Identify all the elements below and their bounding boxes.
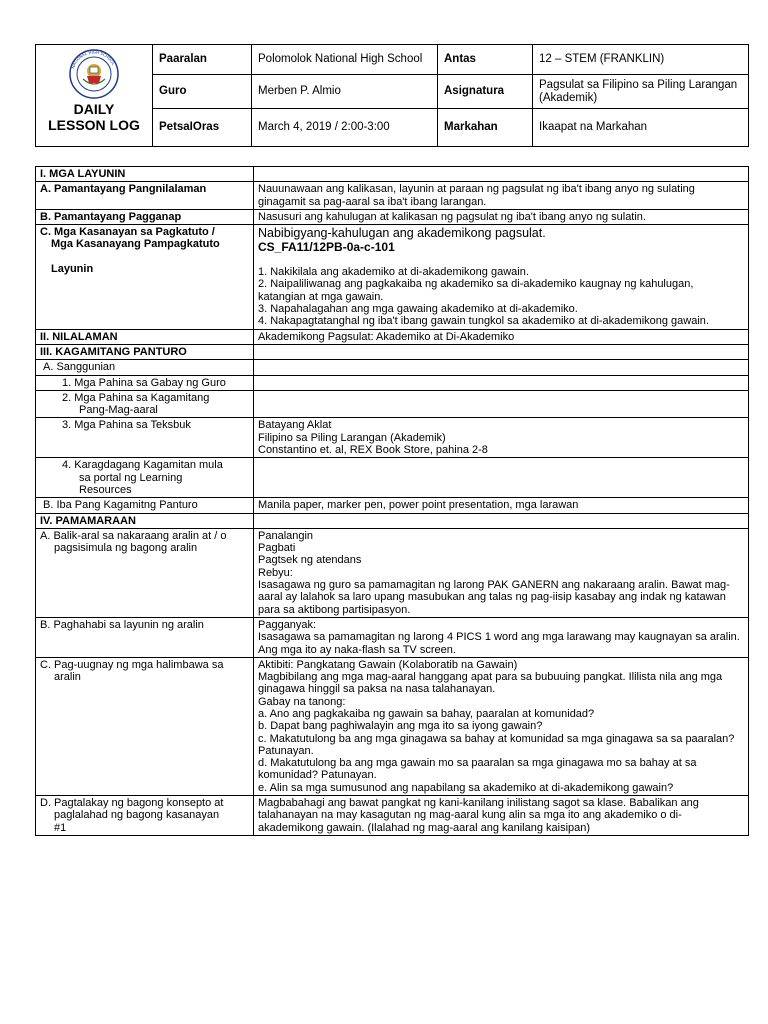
date-label: PetsaIOras (153, 109, 252, 147)
empty-cell (254, 375, 749, 390)
title-line-2: LESSON LOG (48, 117, 140, 133)
additional-materials-label: 4. Karagdagang Kagamitan mula sa portal ng Learning Resources (36, 458, 254, 498)
objective-2: 2. Naipaliliwanag ang pagkakaiba ng akademiko sa di-akademiko kaugnay ng kahulugan, katangian at mga gawain. (258, 278, 694, 303)
grade-label: Antas (438, 45, 533, 75)
grade-value: 12 – STEM (FRANKLIN) (533, 45, 749, 75)
empty-cell (254, 360, 749, 375)
school-value: Polomolok National High School (252, 45, 438, 75)
other-materials-label: B. Iba Pang Kagamitng Panturo (36, 498, 254, 513)
textbook-value: Batayang Aklat Filipino sa Piling Larangan (Akademik) Constantino et. al, REX Book Store, pahina 2-8 (254, 418, 749, 458)
performance-standard-label: B. Pamantayang Pagganap (36, 209, 254, 224)
competency-title: Nabibigyang-kahulugan ang akademikong pagsulat. (258, 226, 546, 241)
daily-lesson-log-title (48, 101, 140, 133)
empty-cell (254, 513, 749, 528)
teacher-label: Guro (153, 75, 252, 109)
motivation-label: B. Paghahabi sa layunin ng aralin (36, 617, 254, 657)
references-label: A. Sanggunian (36, 360, 254, 375)
examples-label: C. Pag-uugnay ng mga halimbawa sa aralin (36, 657, 254, 795)
seal-ring-text: NATIONAL HIGH SCHOOL (70, 49, 117, 70)
empty-cell (254, 344, 749, 359)
performance-standard-value: Nasusuri ang kahulugan at kalikasan ng pagsulat ng iba't ibang anyo ng sulatin. (254, 209, 749, 224)
header-table (35, 44, 749, 147)
quarter-label: Markahan (438, 109, 533, 147)
lesson-table (35, 166, 749, 836)
title-line-1: DAILY (73, 101, 115, 117)
objective-1: 1. Nakikilala ang akademiko at di-akademikong gawain. (258, 266, 529, 279)
logo-cell (36, 45, 153, 147)
school-seal-icon (69, 49, 119, 99)
objective-4: 4. Nakapagtatanghal ng iba't ibang gawain tungkol sa akademiko at di-akademikong gawain. (258, 315, 709, 328)
objectives-label: Layunin (51, 262, 94, 275)
date-value: March 4, 2019 / 2:00-3:00 (252, 109, 438, 147)
section-objectives: I. MGA LAYUNIN (36, 167, 254, 182)
section-materials: III. KAGAMITANG PANTURO (36, 344, 254, 359)
competencies-value (254, 225, 749, 329)
subject-value: Pagsulat sa Filipino sa Piling Larangan (Akademik) (533, 75, 749, 109)
content-standard-label: A. Pamantayang Pangnilalaman (36, 182, 254, 210)
textbook-label: 3. Mga Pahina sa Teksbuk (36, 418, 254, 458)
objective-3: 3. Napahalagahan ang mga gawaing akademiko at di-akademiko. (258, 303, 578, 316)
other-materials-value: Manila paper, marker pen, power point presentation, mga larawan (254, 498, 749, 513)
school-label: Paaralan (153, 45, 252, 75)
review-label: A. Balik-aral sa nakaraang aralin at / o pagsisimula ng bagong aralin (36, 528, 254, 617)
review-value: Panalangin Pagbati Pagtsek ng atendans Rebyu: Isasagawa ng guro sa pamamagitan ng larong PAK GANERN ang nakaraang aralin. Bawat mag-aaral ay lalahok sa laro upang masubukan ang talas ng pag-iisip kasabay ang indak ng katawan para sa aktibong partisipasyon. (254, 528, 749, 617)
discussion-label: D. Pagtalakay ng bagong konsepto at paglalahad ng bagong kasanayan #1 (36, 796, 254, 836)
empty-cell (254, 458, 749, 498)
section-content: II. NILALAMAN (36, 329, 254, 344)
empty-cell (254, 390, 749, 418)
competencies-label-2: Mga Kasanayang Pampagkatuto (51, 238, 220, 251)
learner-material-label: 2. Mga Pahina sa Kagamitang Pang-Mag-aaral (36, 390, 254, 418)
teacher-value: Merben P. Almio (252, 75, 438, 109)
motivation-value: Pagganyak: Isasagawa sa pamamagitan ng larong 4 PICS 1 word ang mga larawang may kaugnayan sa aralin. Ang mga ito ay naka-flash sa TV screen. (254, 617, 749, 657)
content-value: Akademikong Pagsulat: Akademiko at Di-Akademiko (254, 329, 749, 344)
section-procedure: IV. PAMAMARAAN (36, 513, 254, 528)
empty-cell (254, 167, 749, 182)
teacher-guide-label: 1. Mga Pahina sa Gabay ng Guro (36, 375, 254, 390)
quarter-value: Ikaapat na Markahan (533, 109, 749, 147)
content-standard-value: Nauunawaan ang kalikasan, layunin at paraan ng pagsulat ng iba't ibang anyo ng sulating ginagamit sa pag-aaral sa iba't ibang larangan. (254, 182, 749, 210)
competency-code: CS_FA11/12PB-0a-c-101 (258, 240, 395, 255)
competencies-label-1: C. Mga Kasanayan sa Pagkatuto / (40, 226, 215, 239)
subject-label: Asignatura (438, 75, 533, 109)
activity-value: Aktibiti: Pangkatang Gawain (Kolaboratib na Gawain) Magbibilang ang mga mag-aaral hanggang apat para sa bubuuing pangkat. Ililista nila ang mga ginagawa hinggil sa paksa na nasa talahanayan. Gabay na tanong: a. Ano ang pagkakaiba ng gawain sa bahay, paaralan at komunidad? b. Dapat bang paghiwalayin ang mga ito sa iyong gawain? c. Makatutulong ba ang mga ginagawa sa bahay at komunidad sa mga ginagawa sa sa paaralan? Patunayan. d. Makatutulong ba ang mga gawain mo sa paaralan sa mga ginagawa mo sa bahay at sa komunidad? Patunayan. e. Alin sa mga sumusunod ang napabilang sa akademiko at di-akademikong gawain? (254, 657, 749, 795)
competencies-label (36, 225, 254, 329)
discussion-value: Magbabahagi ang bawat pangkat ng kani-kanilang inilistang sagot sa klase. Babalikan ang talahanayan na may kasagutan ng mag-aaral kung alin sa mga ito ang akademiko o di-akademikong gawain. (Ilalahad ng mag-aaral ang kanilang kaisipan) (254, 796, 749, 836)
